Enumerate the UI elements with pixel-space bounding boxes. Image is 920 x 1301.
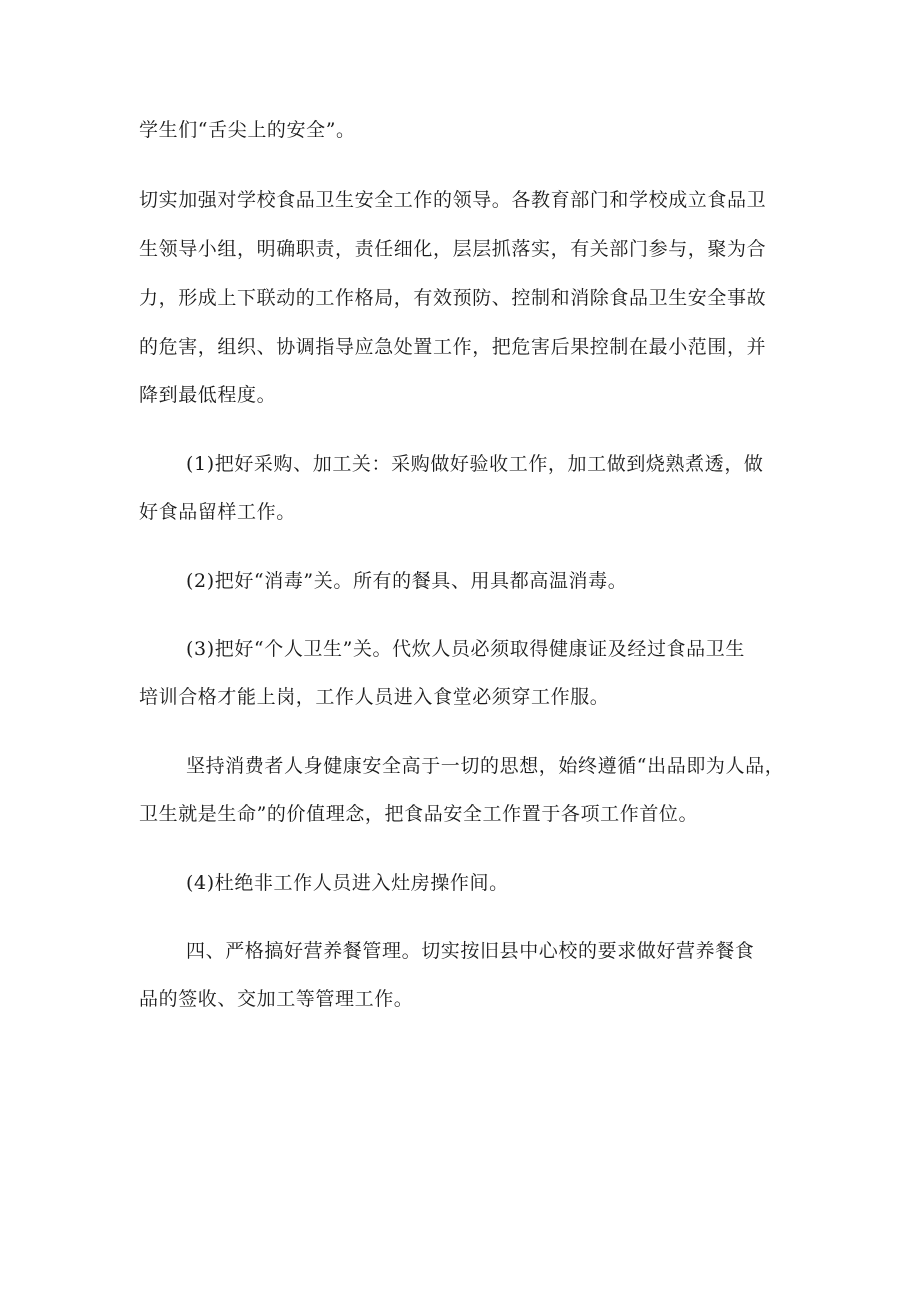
paragraph-line: 培训合格才能上岗，工作人员进入食堂必须穿工作服。 (139, 686, 610, 708)
paragraph-line: 四、严格搞好营养餐管理。切实按旧县中心校的要求做好营养餐食 (186, 940, 755, 962)
paragraph-line: (2)把好“消毒”关。所有的餐具、用具都高温消毒。 (186, 570, 628, 592)
paragraph-line: 切实加强对学校食品卫生安全工作的领导。各教育部门和学校成立食品卫 (139, 189, 767, 211)
paragraph-line: (4)杜绝非工作人员进入灶房操作间。 (186, 872, 509, 894)
paragraph-line: (3)把好“个人卫生”关。代炊人员必须取得健康证及经过食品卫生 (186, 638, 745, 660)
paragraph-line: 的危害，组织、协调指导应急处置工作，把危害后果控制在最小范围，并 (139, 336, 767, 358)
paragraph-line: 坚持消费者人身健康安全高于一切的思想，始终遵循“出品即为人品， (186, 755, 785, 777)
paragraph-line: 卫生就是生命”的价值理念，把食品安全工作置于各项工作首位。 (139, 803, 699, 825)
paragraph-line: 降到最低程度。 (139, 384, 277, 406)
paragraph-line: 力，形成上下联动的工作格局，有效预防、控制和消除食品卫生安全事故 (139, 287, 767, 309)
paragraph-line: 生领导小组，明确职责，责任细化，层层抓落实，有关部门参与，聚为合 (139, 238, 767, 260)
paragraph-line: (1)把好采购、加工关：采购做好验收工作，加工做到烧熟煮透，做 (186, 453, 764, 475)
paragraph-line: 好食品留样工作。 (139, 501, 296, 523)
paragraph-line: 学生们“舌尖上的安全”。 (139, 119, 356, 141)
paragraph-line: 品的签收、交加工等管理工作。 (139, 988, 414, 1010)
